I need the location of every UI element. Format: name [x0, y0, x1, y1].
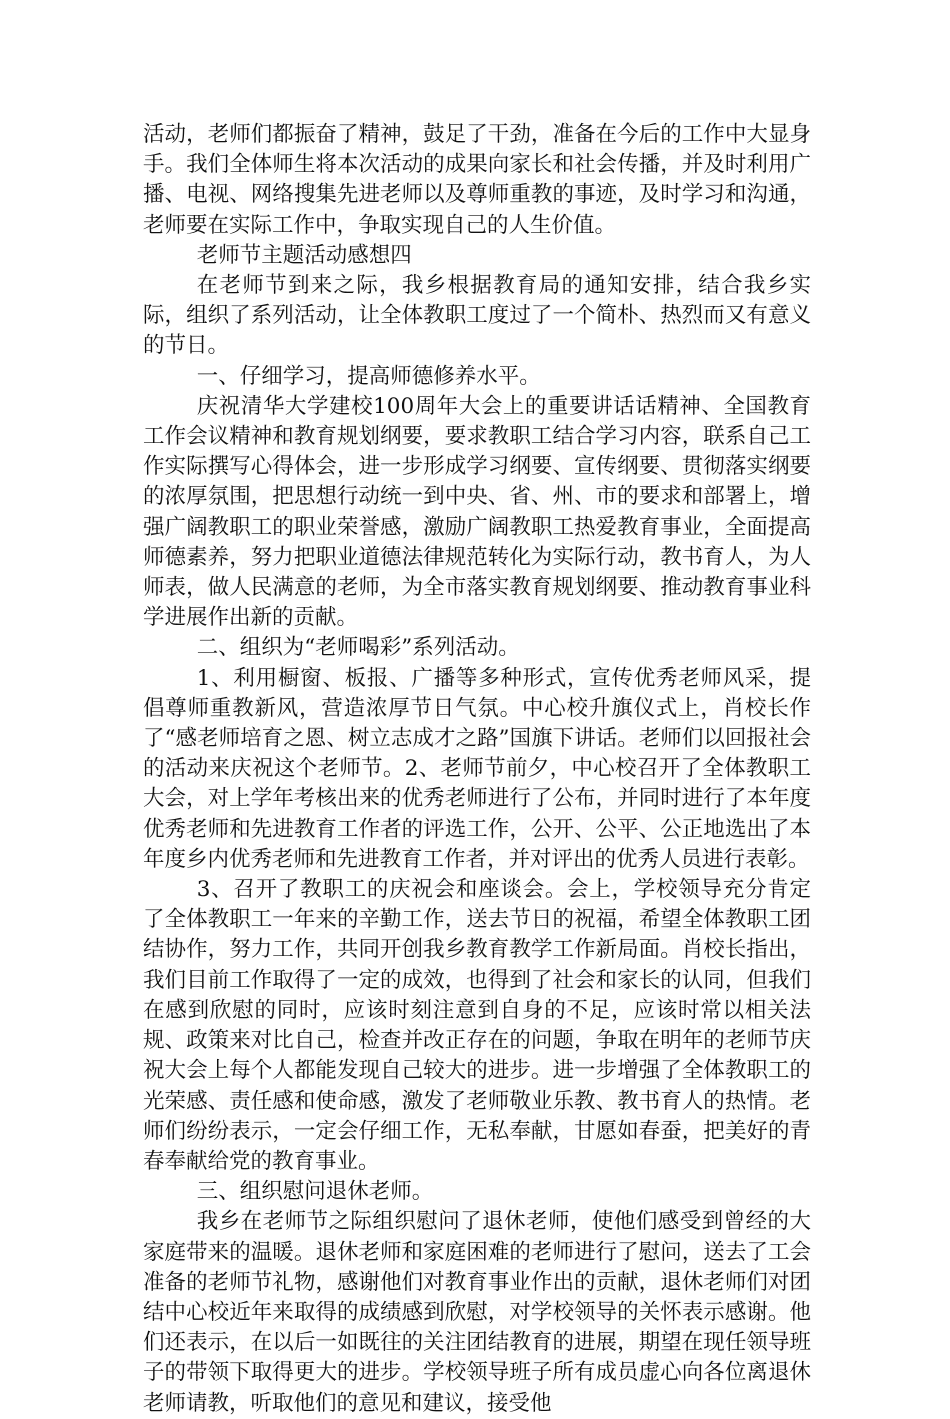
paragraph-intro: 在老师节到来之际，我乡根据教育局的通知安排，结合我乡实际，组织了系列活动，让全体教职工度过了一个简朴、热烈而又有意义的节日。	[143, 273, 811, 359]
section-heading-4: 老师节主题活动感想四	[196, 242, 412, 268]
paragraph-retired-teachers: 我乡在老师节之际组织慰问了退休老师，使他们感受到曾经的大家庭带来的温暖。退休老师和家庭困难的老师进行了慰问，送去了工会准备的老师节礼物，感谢他们对教育事业作出的贡献，退休老师们对团结中心校近年来取得的成绩感到欣慰，对学校领导的关怀表示感谢。他们还表示，在以后一如既往的关注团结教育的进展，期望在现任领导班子的带领下取得更大的进步。学校领导班子所有成员虚心向各位离退休老师请教，听取他们的意见和建议，接受他	[143, 1209, 811, 1416]
paragraph-study: 庆祝清华大学建校100周年大会上的重要讲话话精神、全国教育工作会议精神和教育规划纲要，要求教职工结合学习内容，联系自己工作实际撰写心得体会，进一步形成学习纲要、宣传纲要、贯彻落实纲要的浓厚氛围，把思想行动统一到中央、省、州、市的要求和部署上，增强广阔教职工的职业荣誉感，激励广阔教职工热爱教育事业，全面提高师德素养，努力把职业道德法律规范转化为实际行动，教书育人，为人师表，做人民满意的老师，为全市落实教育规划纲要、推动教育事业科学进展作出新的贡献。	[143, 393, 811, 631]
subheading-2: 二、组织为“老师喝彩”系列活动。	[196, 635, 520, 661]
paragraph-continuation: 活动，老师们都振奋了精神，鼓足了干劲，准备在今后的工作中大显身手。我们全体师生将本次活动的成果向家长和社会传播，并及时利用广播、电视、网络搜集先进老师以及尊师重教的事迹，及时学习和沟通，老师要在实际工作中，争取实现自己的人生价值。	[143, 122, 811, 238]
paragraph-activity-3: 3、召开了教职工的庆祝会和座谈会。会上，学校领导充分肯定了全体教职工一年来的辛勤工作，送去节日的祝福，希望全体教职工团结协作，努力工作，共同开创我乡教育教学工作新局面。肖校长指出，我们目前工作取得了一定的成效，也得到了社会和家长的认同，但我们在感到欣慰的同时，应该时刻注意到自身的不足，应该时常以相关法规、政策来对比自己，检查并改正存在的问题，争取在明年的老师节庆祝大会上每个人都能发现自己较大的进步。进一步增强了全体教职工的光荣感、责任感和使命感，激发了老师敬业乐教、教书育人的热情。老师们纷纷表示，一定会仔细工作，无私奉献，甘愿如春蚕，把美好的青春奉献给党的教育事业。	[143, 877, 811, 1174]
document-body	[143, 120, 811, 1419]
subheading-3: 三、组织慰问退休老师。	[196, 1179, 434, 1205]
paragraph-activities-1-2: 1、利用橱窗、板报、广播等多种形式，宣传优秀老师风采，提倡尊师重教新风，营造浓厚节日气氛。中心校升旗仪式上，肖校长作了“感老师培育之恩、树立志成才之路”国旗下讲话。老师们以回报社会的活动来庆祝这个老师节。2、老师节前夕，中心校召开了全体教职工大会，对上学年考核出来的优秀老师进行了公布，并同时进行了本年度优秀老师和先进教育工作者的评选工作，公开、公平、公正地选出了本年度乡内优秀老师和先进教育工作者，并对评出的优秀人员进行表彰。	[143, 665, 811, 872]
subheading-1: 一、仔细学习，提高师德修养水平。	[196, 363, 541, 389]
